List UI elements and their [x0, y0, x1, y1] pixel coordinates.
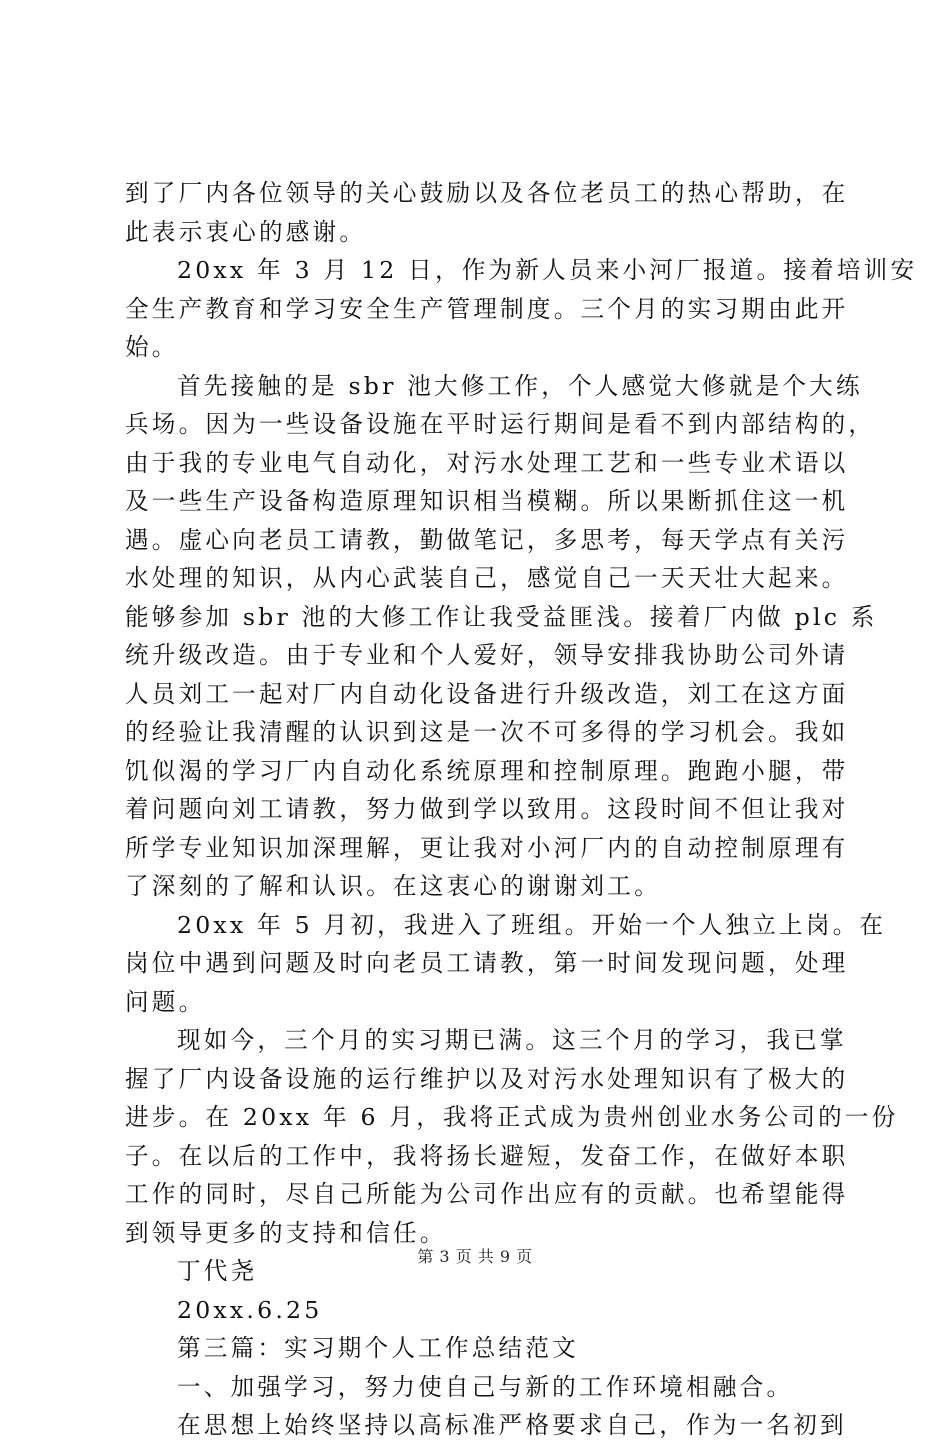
- text-line: 首先接触的是 sbr 池大修工作，个人感觉大修就是个大练: [177, 371, 863, 400]
- text-line: 进步。在 20xx 年 6 月，我将正式成为贵州创业水务公司的一份: [125, 1103, 899, 1131]
- text-line: 兵场。因为一些设备设施在平时运行期间是看不到内部结构的，: [125, 410, 876, 438]
- text-line: 的经验让我清醒的认识到这是一次不可多得的学习机会。我如: [125, 718, 849, 746]
- text-line: 着问题向刘工请教，努力做到学以致用。这段时间不但让我对: [125, 795, 849, 823]
- text-line: 遇。虚心向老员工请教，勤做笔记，多思考，每天学点有关污: [125, 525, 849, 554]
- text-line: 始。: [125, 333, 179, 361]
- text-line: 水处理的知识，从内心武装自己，感觉自己一天天壮大起来。: [125, 564, 849, 592]
- text-line: 由于我的专业电气自动化，对污水处理工艺和一些专业术语以: [125, 448, 849, 477]
- text-line: 现如今，三个月的实习期已满。这三个月的学习，我已掌: [177, 1026, 847, 1054]
- text-line: 及一些生产设备构造原理知识相当模糊。所以果断抓住这一机: [125, 487, 849, 515]
- page-footer: 第 3 页 共 9 页: [417, 1247, 533, 1266]
- text-line: 问题。: [125, 987, 206, 1016]
- text-line: 20xx 年 5 月初，我进入了班组。开始一个人独立上岗。在: [177, 910, 887, 939]
- text-line: 20xx 年 3 月 12 日，作为新人员来小河厂报道。接着培训安: [177, 256, 918, 284]
- text-line: 统升级改造。由于专业和个人爱好，领导安排我协助公司外请: [125, 641, 849, 669]
- text-line: 此表示衷心的感谢。: [125, 217, 367, 246]
- text-line: 20xx.6.25: [177, 1295, 323, 1324]
- text-line: 到了厂内各位领导的关心鼓励以及各位老员工的热心帮助，在: [125, 179, 849, 207]
- text-line: 丁代尧: [177, 1257, 258, 1285]
- text-line: 握了厂内设备设施的运行维护以及对污水处理知识有了极大的: [125, 1064, 849, 1093]
- text-line: 第三篇：实习期个人工作总结范文: [177, 1334, 579, 1362]
- text-line: 子。在以后的工作中，我将扬长避短，发奋工作，在做好本职: [125, 1141, 849, 1170]
- text-line: 能够参加 sbr 池的大修工作让我受益匪浅。接着厂内做 plc 系: [125, 602, 878, 631]
- text-line: 饥似渴的学习厂内自动化系统原理和控制原理。跑跑小腿，带: [125, 756, 849, 785]
- text-line: 所学专业知识加深理解，更让我对小河厂内的自动控制原理有: [125, 833, 849, 862]
- text-line: 到领导更多的支持和信任。: [125, 1218, 447, 1247]
- text-line: 一、加强学习，努力使自己与新的工作环境相融合。: [177, 1372, 794, 1401]
- text-line: 了深刻的了解和认识。在这衷心的谢谢刘工。: [125, 872, 661, 900]
- text-line: 工作的同时，尽自己所能为公司作出应有的贡献。也希望能得: [125, 1180, 849, 1208]
- text-line: 在思想上始终坚持以高标准严格要求自己，作为一名初到: [177, 1411, 847, 1439]
- text-line: 全生产教育和学习安全生产管理制度。三个月的实习期由此开: [125, 294, 849, 323]
- text-line: 岗位中遇到问题及时向老员工请教，第一时间发现问题，处理: [125, 949, 849, 977]
- text-line: 人员刘工一起对厂内自动化设备进行升级改造，刘工在这方面: [125, 679, 849, 708]
